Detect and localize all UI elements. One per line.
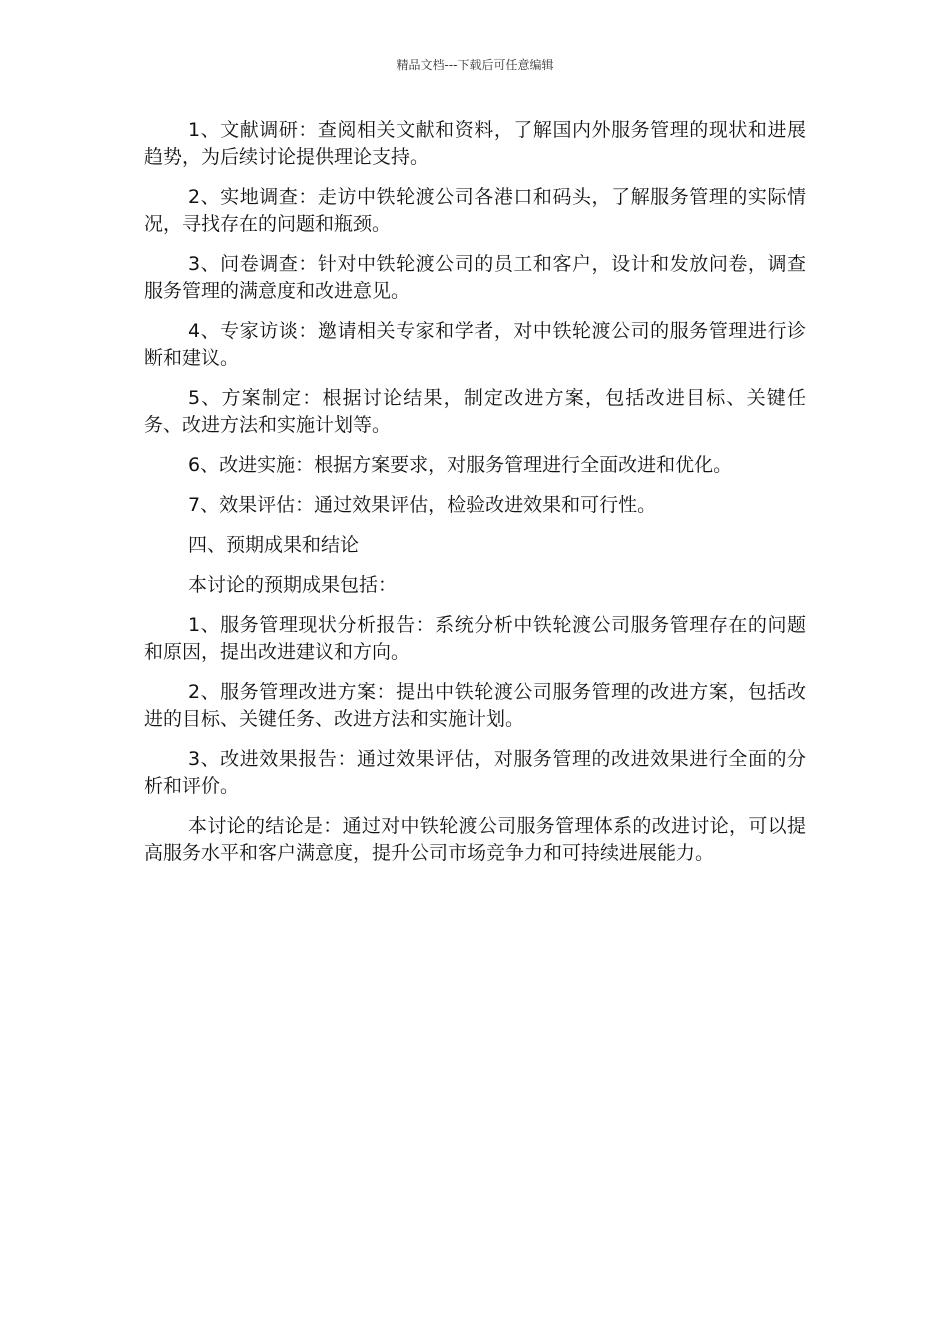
page-header: 精品文档---下载后可任意编辑 — [396, 58, 554, 72]
method-item-field-survey: 2、实地调查：走访中铁轮渡公司各港口和码头，了解服务管理的实际情况，寻找存在的问题和瓶颈。 — [144, 186, 806, 235]
outcome-item-improvement-plan: 2、服务管理改进方案：提出中铁轮渡公司服务管理的改进方案，包括改进的目标、关键任务、改进方法和实施计划。 — [144, 681, 806, 730]
method-item-literature: 1、文献调研：查阅相关文献和资料，了解国内外服务管理的现状和进展趋势，为后续讨论提供理论支持。 — [144, 119, 806, 168]
method-item-plan: 5、方案制定：根据讨论结果，制定改进方案，包括改进目标、关键任务、改进方法和实施计划等。 — [144, 387, 806, 436]
outcomes-intro: 本讨论的预期成果包括： — [188, 574, 398, 596]
method-item-implementation: 6、改进实施：根据方案要求，对服务管理进行全面改进和优化。 — [188, 454, 733, 476]
outcome-item-effect-report: 3、改进效果报告：通过效果评估，对服务管理的改进效果进行全面的分析和评价。 — [144, 748, 806, 797]
document-body — [144, 117, 806, 880]
section-heading: 四、预期成果和结论 — [188, 534, 360, 556]
conclusion-paragraph: 本讨论的结论是：通过对中铁轮渡公司服务管理体系的改进讨论，可以提高服务水平和客户满意度，提升公司市场竞争力和可持续进展能力。 — [144, 815, 806, 864]
method-item-questionnaire: 3、问卷调查：针对中铁轮渡公司的员工和客户，设计和发放问卷，调查服务管理的满意度和改进意见。 — [144, 253, 806, 302]
outcome-item-analysis-report: 1、服务管理现状分析报告：系统分析中铁轮渡公司服务管理存在的问题和原因，提出改进建议和方向。 — [144, 614, 806, 663]
method-item-expert-interview: 4、专家访谈：邀请相关专家和学者，对中铁轮渡公司的服务管理进行诊断和建议。 — [144, 320, 806, 369]
method-item-evaluation: 7、效果评估：通过效果评估，检验改进效果和可行性。 — [188, 494, 657, 516]
